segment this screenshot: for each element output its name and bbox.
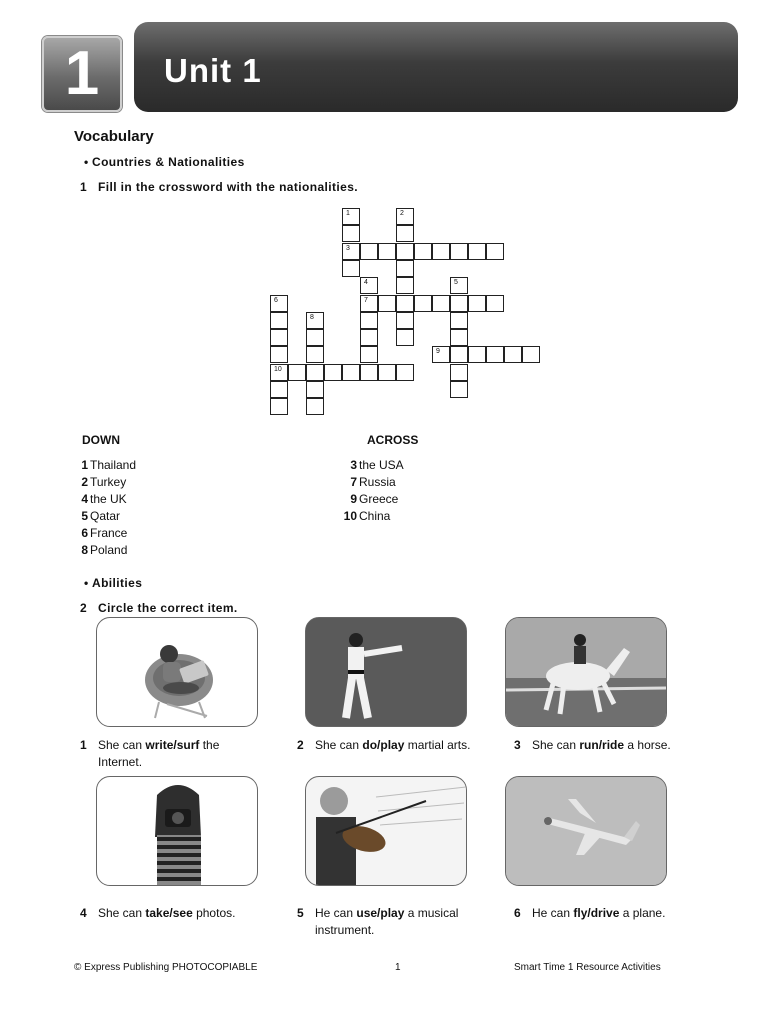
caption-choice[interactable]: run/ride <box>579 738 625 752</box>
ability-caption-5 <box>297 905 497 945</box>
ability-caption-6 <box>514 905 714 945</box>
crossword-cell[interactable] <box>306 346 324 363</box>
caption-prefix: She can <box>98 738 146 752</box>
page-number: 1 <box>395 962 401 973</box>
caption-choice[interactable]: use/play <box>356 906 405 920</box>
crossword-cell[interactable] <box>306 364 324 381</box>
caption-prefix: She can <box>98 906 146 920</box>
clue-number: 2 <box>81 475 88 489</box>
caption-suffix: the Internet. <box>98 738 220 769</box>
caption-suffix: photos. <box>192 906 236 920</box>
crossword-cell[interactable] <box>396 277 414 294</box>
crossword-cell[interactable] <box>396 225 414 242</box>
caption-text <box>98 737 258 771</box>
caption-number: 3 <box>514 738 521 752</box>
crossword-cell[interactable] <box>378 364 396 381</box>
unit-title-banner <box>134 22 738 112</box>
footer-copyright: © Express Publishing PHOTOCOPIABLE <box>74 962 258 973</box>
caption-number: 4 <box>80 906 87 920</box>
crossword-cell[interactable] <box>306 312 324 329</box>
crossword-cell[interactable] <box>396 243 414 260</box>
across-clues-title: ACROSS <box>367 433 419 447</box>
clue-text: the USA <box>359 458 404 472</box>
caption-suffix: a horse. <box>624 738 671 752</box>
girl-camera-photo <box>96 776 258 886</box>
crossword-cell[interactable] <box>450 295 468 312</box>
clue-number: 7 <box>350 475 357 489</box>
unit-title: Unit 1 <box>164 52 262 89</box>
bullet-countries <box>74 155 245 169</box>
martial-arts-photo <box>305 617 467 727</box>
crossword-cell[interactable] <box>288 364 306 381</box>
task-2-number: 2 <box>80 601 88 615</box>
crossword-cell[interactable] <box>450 381 468 398</box>
crossword-cell[interactable] <box>342 225 360 242</box>
clue-text: France <box>90 526 128 540</box>
girl-with-laptop-photo <box>96 617 258 727</box>
crossword-cell[interactable] <box>270 295 288 312</box>
caption-text <box>315 905 475 939</box>
task-1-instruction <box>80 180 358 194</box>
crossword-cell[interactable] <box>270 312 288 329</box>
caption-choice[interactable]: fly/drive <box>573 906 620 920</box>
plane-photo <box>505 776 667 886</box>
crossword-cell[interactable] <box>396 208 414 225</box>
clue-number: 1 <box>81 458 88 472</box>
crossword-cell[interactable] <box>396 260 414 277</box>
crossword-cell[interactable] <box>342 208 360 225</box>
clue-text: Greece <box>359 492 399 506</box>
crossword-cell[interactable] <box>342 364 360 381</box>
bullet-countries-label: Countries & Nationalities <box>92 155 245 169</box>
crossword-cell[interactable] <box>432 243 450 260</box>
footer-book-title: Smart Time 1 Resource Activities <box>514 962 661 973</box>
crossword-clue-number: 4 <box>364 279 368 287</box>
caption-number: 1 <box>80 738 87 752</box>
crossword-cell[interactable] <box>270 346 288 363</box>
crossword-cell[interactable] <box>414 243 432 260</box>
crossword-cell[interactable] <box>396 295 414 312</box>
crossword-cell[interactable] <box>468 346 486 363</box>
crossword-cell[interactable] <box>450 243 468 260</box>
crossword-cell[interactable] <box>450 277 468 294</box>
crossword-cell[interactable] <box>342 243 360 260</box>
crossword-cell[interactable] <box>450 346 468 363</box>
clue-text: the UK <box>90 492 127 506</box>
crossword-cell[interactable] <box>378 295 396 312</box>
caption-text <box>315 737 475 754</box>
unit-number: 1 <box>64 39 100 108</box>
task-2-text: Circle the correct item. <box>98 601 238 615</box>
caption-choice[interactable]: do/play <box>362 738 405 752</box>
bullet-dot: • <box>84 155 89 169</box>
ability-caption-3 <box>514 737 714 777</box>
crossword-cell[interactable] <box>432 295 450 312</box>
caption-choice[interactable]: take/see <box>145 906 193 920</box>
down-clues-title: DOWN <box>82 433 120 447</box>
clue-number: 4 <box>81 492 88 506</box>
caption-number: 5 <box>297 906 304 920</box>
bullet-abilities-label: Abilities <box>92 576 143 590</box>
crossword-cell[interactable] <box>306 381 324 398</box>
ability-caption-1 <box>80 737 280 777</box>
crossword-clue-number: 8 <box>310 313 314 321</box>
bullet-abilities <box>74 576 142 590</box>
crossword-cell[interactable] <box>450 364 468 381</box>
ability-caption-2 <box>297 737 497 777</box>
clue-number: 6 <box>81 526 88 540</box>
crossword-cell[interactable] <box>270 381 288 398</box>
crossword-cell[interactable] <box>270 398 288 415</box>
crossword-cell[interactable] <box>486 295 504 312</box>
clue-text: Turkey <box>90 475 127 489</box>
crossword-cell[interactable] <box>396 329 414 346</box>
crossword-cell[interactable] <box>360 364 378 381</box>
crossword-cell[interactable] <box>270 364 288 381</box>
crossword-cell[interactable] <box>378 243 396 260</box>
task-2-instruction <box>80 601 238 615</box>
crossword-clue-number: 5 <box>454 279 458 287</box>
crossword-cell[interactable] <box>522 346 540 363</box>
ability-caption-4 <box>80 905 280 945</box>
caption-text <box>98 905 258 922</box>
crossword-cell[interactable] <box>486 346 504 363</box>
crossword-clue-number: 7 <box>364 296 368 304</box>
crossword-cell[interactable] <box>450 329 468 346</box>
caption-choice[interactable]: write/surf <box>145 738 200 752</box>
crossword-cell[interactable] <box>414 295 432 312</box>
crossword-cell[interactable] <box>342 260 360 277</box>
clue-text: Thailand <box>90 458 137 472</box>
crossword-cell[interactable] <box>360 346 378 363</box>
clue-number: 8 <box>81 543 88 557</box>
crossword-clue-number: 10 <box>274 365 282 373</box>
caption-text <box>532 737 692 754</box>
bullet-dot: • <box>84 576 89 590</box>
clue-text: Poland <box>90 543 128 557</box>
crossword-cell[interactable] <box>432 346 450 363</box>
crossword-cell[interactable] <box>360 243 378 260</box>
crossword-clue-number: 1 <box>346 210 350 217</box>
caption-prefix: He can <box>315 906 357 920</box>
crossword-cell[interactable] <box>504 346 522 363</box>
caption-prefix: She can <box>315 738 363 752</box>
crossword-clue-number: 9 <box>436 348 440 356</box>
crossword-cell[interactable] <box>450 312 468 329</box>
caption-prefix: She can <box>532 738 580 752</box>
crossword-cell[interactable] <box>360 295 378 312</box>
clue-text: Russia <box>359 475 396 489</box>
caption-number: 2 <box>297 738 304 752</box>
caption-prefix: He can <box>532 906 574 920</box>
crossword-cell[interactable] <box>306 398 324 415</box>
boy-violin-photo <box>305 776 467 886</box>
crossword-cell[interactable] <box>360 312 378 329</box>
crossword-cell[interactable] <box>486 243 504 260</box>
unit-number-badge <box>42 36 122 112</box>
crossword-cell[interactable] <box>396 364 414 381</box>
task-1-number: 1 <box>80 180 88 194</box>
crossword-cell[interactable] <box>324 364 342 381</box>
section-title: Vocabulary <box>74 128 154 145</box>
crossword-cell[interactable] <box>306 329 324 346</box>
crossword-cell[interactable] <box>468 295 486 312</box>
clue-number: 9 <box>350 492 357 506</box>
crossword-cell[interactable] <box>360 277 378 294</box>
clue-text: China <box>359 509 391 523</box>
clue-number: 3 <box>350 458 357 472</box>
horse-rider-photo <box>505 617 667 727</box>
crossword-cell[interactable] <box>270 329 288 346</box>
crossword-cell[interactable] <box>360 329 378 346</box>
clue-number: 10 <box>343 509 357 523</box>
clue-number: 5 <box>81 509 88 523</box>
caption-suffix: a musical instrument. <box>315 906 459 937</box>
caption-suffix: a plane. <box>619 906 666 920</box>
caption-suffix: martial arts. <box>404 738 471 752</box>
crossword-clue-number: 3 <box>346 244 350 252</box>
caption-text <box>532 905 692 922</box>
crossword-clue-number: 2 <box>400 210 404 217</box>
task-1-text: Fill in the crossword with the nationalities. <box>98 180 359 194</box>
crossword-cell[interactable] <box>468 243 486 260</box>
clue-text: Qatar <box>90 509 121 523</box>
crossword-cell[interactable] <box>396 312 414 329</box>
caption-number: 6 <box>514 906 521 920</box>
crossword-clue-number: 6 <box>274 296 278 304</box>
